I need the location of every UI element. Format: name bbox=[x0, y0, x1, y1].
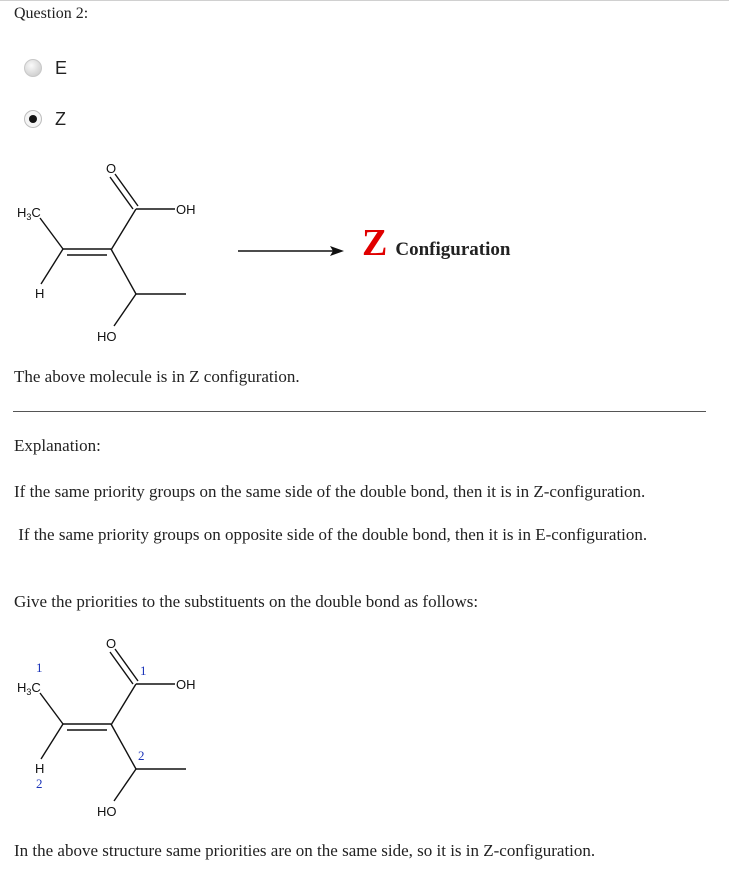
explanation-z-rule: If the same priority groups on the same side of the double bond, then it is in Z-configuration. bbox=[14, 482, 646, 501]
label-h: H bbox=[35, 286, 45, 301]
bond-chain-down bbox=[111, 249, 136, 294]
bond-ch3 bbox=[40, 693, 63, 724]
bond-carbonyl-a bbox=[110, 652, 133, 684]
bond-h bbox=[41, 249, 63, 284]
priority-chain: 2 bbox=[138, 748, 145, 763]
question-title: Question 2: bbox=[14, 5, 89, 22]
molecule-1-structure bbox=[0, 150, 230, 350]
option-e[interactable] bbox=[24, 55, 67, 81]
radio-z[interactable] bbox=[24, 110, 42, 128]
priority-carboxyl: 1 bbox=[140, 663, 147, 678]
bond-ch3 bbox=[40, 218, 63, 249]
priority-h3c: 1 bbox=[36, 660, 43, 675]
top-border bbox=[0, 0, 729, 1]
bond-h bbox=[41, 724, 63, 759]
label-o: O bbox=[106, 161, 117, 176]
bond-ho bbox=[114, 294, 136, 326]
statement: The above molecule is in Z configuration. bbox=[14, 367, 300, 386]
bond-carbonyl-b bbox=[115, 649, 138, 681]
label-o: O bbox=[106, 636, 117, 651]
z-configuration-result bbox=[362, 221, 510, 265]
option-z-label: Z bbox=[55, 108, 66, 129]
label-ho: HO bbox=[97, 804, 117, 819]
bond-c-c2 bbox=[111, 684, 136, 725]
label-ho: HO bbox=[97, 329, 117, 344]
explanation-e-rule: If the same priority groups on opposite side of the double bond, then it is in E-configuration. bbox=[14, 525, 648, 544]
option-e-label: E bbox=[55, 57, 68, 78]
label-h3c: $H_3C$ bbox=[17, 205, 41, 222]
bond-carbonyl-b bbox=[115, 174, 138, 206]
molecule-2-structure bbox=[0, 625, 230, 825]
conclusion: In the above structure same priorities are on the same side, so it is in Z-configuration. bbox=[14, 841, 596, 860]
arrow-icon bbox=[236, 244, 348, 258]
z-letter: Z bbox=[362, 222, 388, 264]
bond-c-c2 bbox=[111, 209, 136, 250]
bond-ho bbox=[114, 769, 136, 801]
bond-chain-down bbox=[111, 724, 136, 769]
label-h: H bbox=[35, 761, 45, 776]
radio-e[interactable] bbox=[24, 59, 42, 77]
label-oh: OH bbox=[176, 202, 196, 217]
label-oh: OH bbox=[176, 677, 196, 692]
divider bbox=[13, 411, 706, 412]
priority-h: 2 bbox=[36, 776, 43, 791]
bond-carbonyl-a bbox=[110, 177, 133, 209]
label-h3c: $H_3C$ bbox=[17, 680, 41, 697]
explanation-heading: Explanation: bbox=[14, 436, 101, 455]
configuration-word: Configuration bbox=[395, 239, 511, 260]
priorities-intro: Give the priorities to the substituents on the double bond as follows: bbox=[14, 592, 479, 611]
option-z[interactable] bbox=[24, 106, 66, 132]
